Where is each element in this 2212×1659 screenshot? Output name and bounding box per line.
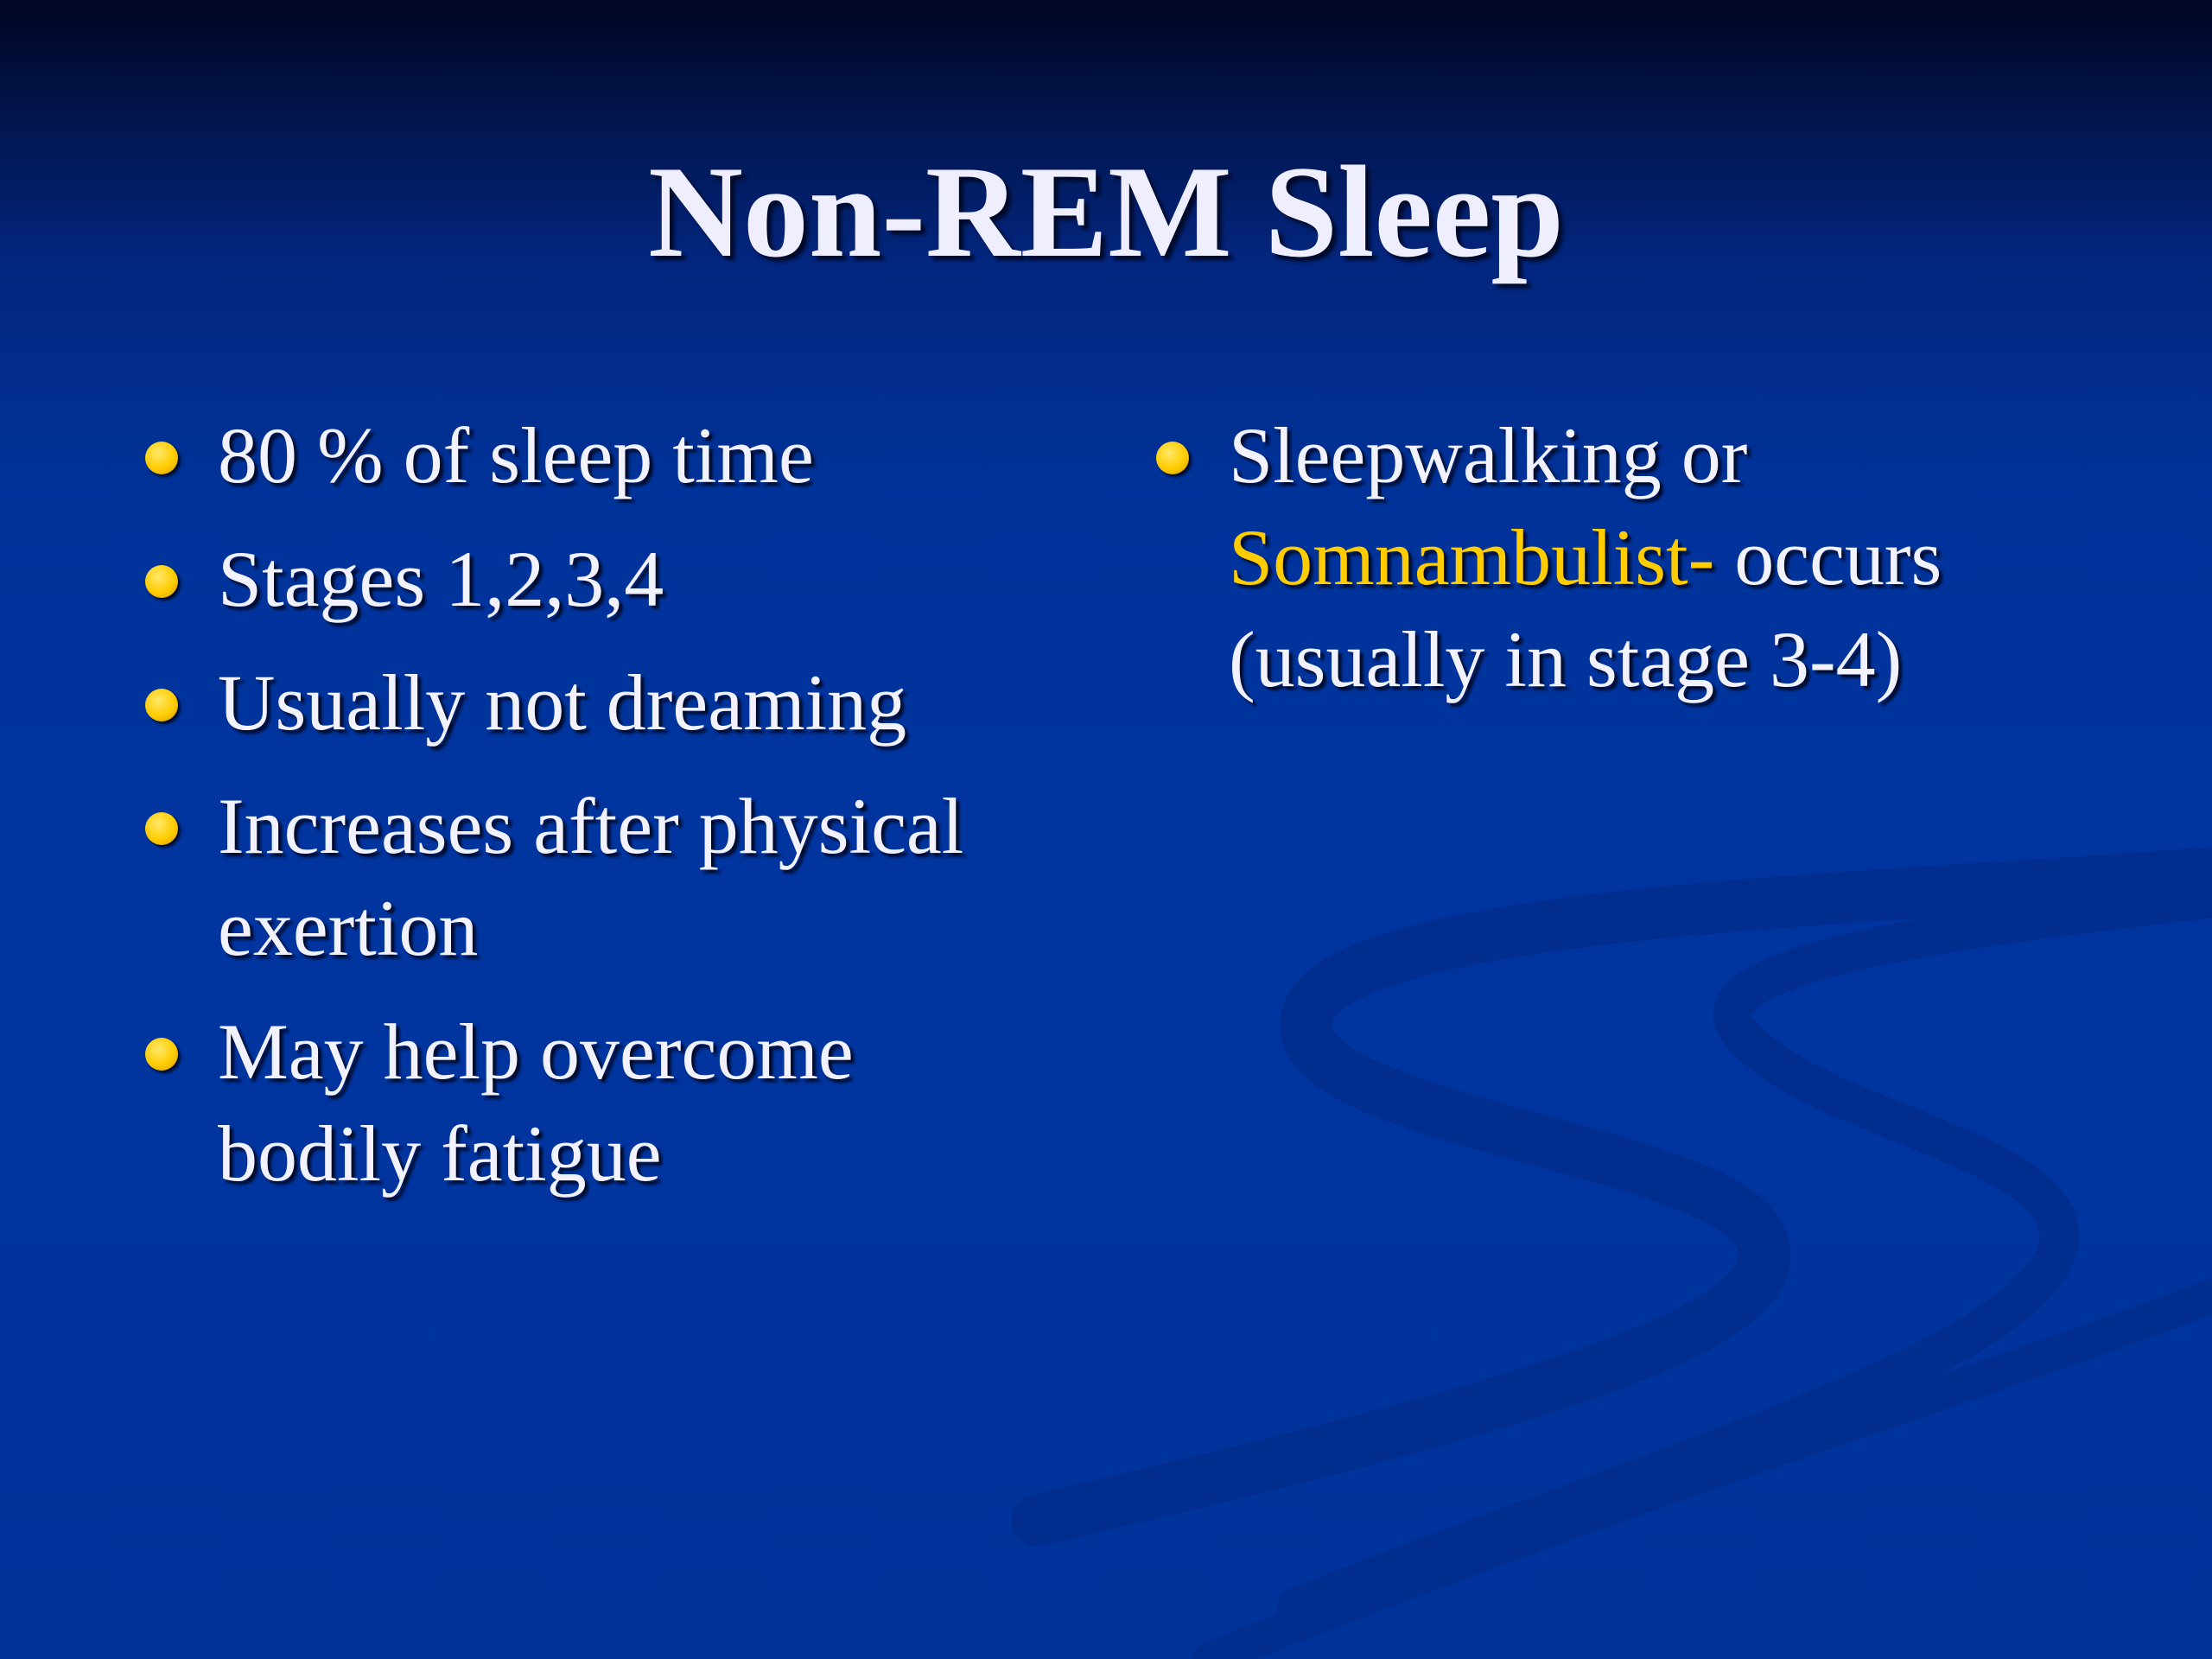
bullet-item [1149, 404, 2126, 710]
slide-title: Non-REM Sleep [648, 139, 1564, 284]
bullet-item [138, 1001, 1071, 1205]
bullet-text: Increases after physical exertion [218, 782, 964, 972]
bullet-item [138, 652, 1071, 753]
left-bullet-list [138, 404, 1071, 1226]
bullet-text-before: Sleepwalking or [1229, 411, 1748, 499]
bullet-dot-icon [145, 565, 178, 598]
right-bullet-list [1149, 404, 2126, 732]
bullet-dot-icon [145, 1038, 178, 1071]
bullet-item [138, 528, 1071, 630]
bullet-dot-icon [145, 812, 178, 845]
bullet-text: May help overcome bodily fatigue [218, 1007, 854, 1198]
bullet-dot-icon [145, 689, 178, 721]
bullet-item [138, 775, 1071, 979]
bullet-dot-icon [145, 442, 178, 474]
highlighted-term: Somnambulist- [1229, 513, 1715, 601]
bullet-text: Stages 1,2,3,4 [218, 535, 664, 623]
bullet-item [138, 404, 1071, 506]
bullet-text: 80 % of sleep time [218, 411, 814, 499]
bullet-text-after: occurs (usually in stage 3-4) [1229, 513, 1942, 703]
bullet-dot-icon [1156, 442, 1189, 474]
bullet-text: Usually not dreaming [218, 658, 907, 747]
